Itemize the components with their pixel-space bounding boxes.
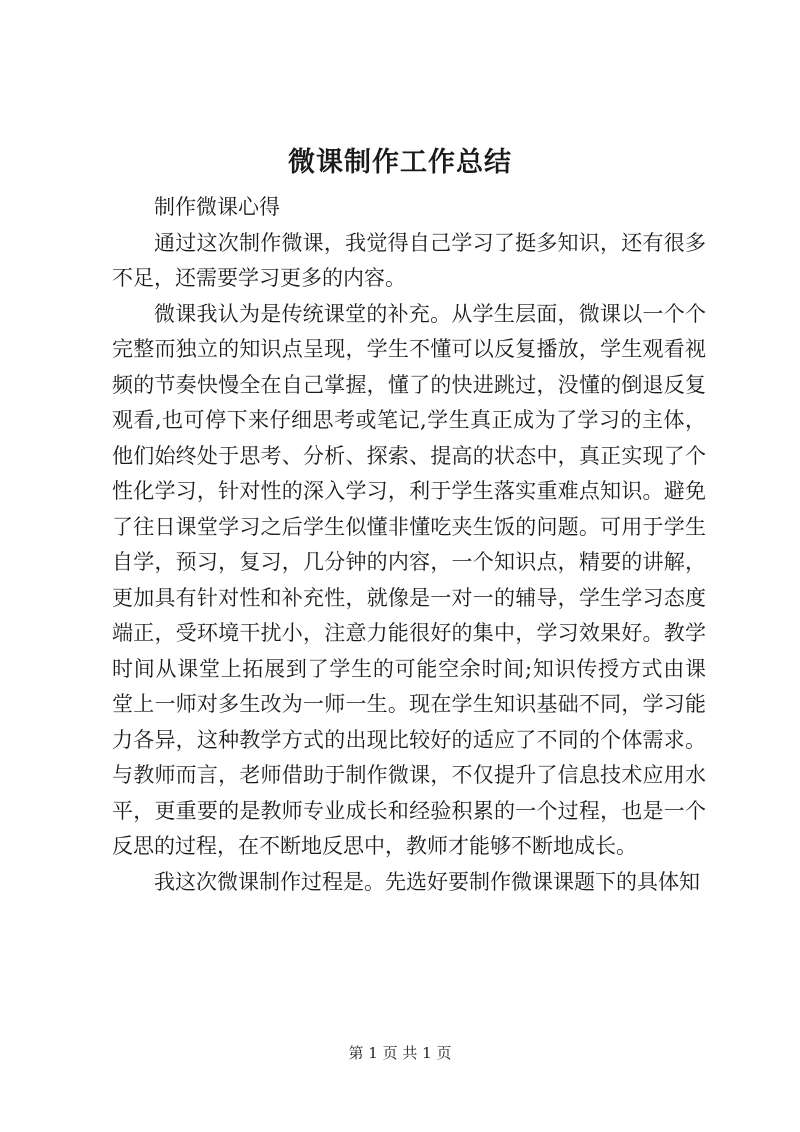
page-footer: 第 1 页 共 1 页 [348,1044,452,1062]
paragraph-main: 微课我认为是传统课堂的补充。从学生层面，微课以一个个完整而独立的知识点呈现，学生不懂可以反复播放，学生观看视频的节奏快慢全在自己掌握，懂了的快进跳过，没懂的倒退反复观看,也可停下来仔细思考或笔记,学生真正成为了学习的主体，他们始终处于思考、分析、探索、提高的状态中，真正实现了个性化学习，针对性的深入学习，利于学生落实重难点知识。避免了往日课堂学习之后学生似懂非懂吃夹生饭的问题。可用于学生自学，预习，复习，几分钟的内容，一个知识点，精要的讲解，更加具有针对性和补充性，就像是一对一的辅导，学生学习态度端正，受环境干扰小，注意力能很好的集中，学习效果好。教学时间从课堂上拓展到了学生的可能空余时间;知识传授方式由课堂上一师对多生改为一师一生。现在学生知识基础不同，学习能力各异，这种教学方式的出现比较好的适应了不同的个体需求。与教师而言，老师借助于制作微课，不仅提升了信息技术应用水平，更重要的是教师专业成长和经验积累的一个过程，也是一个反思的过程，在不断地反思中，教师才能够不断地成长。 [112,301,706,858]
document-title: 微课制作工作总结 [288,147,512,178]
paragraph-intro: 通过这次制作微课，我觉得自己学习了挺多知识，还有很多不足，还需要学习更多的内容。 [112,230,706,290]
paragraph-process: 我这次微课制作过程是。先选好要制作微课课题下的具体知 [154,869,700,894]
document-body [112,190,706,900]
paragraph-subtitle: 制作微课心得 [154,195,280,219]
